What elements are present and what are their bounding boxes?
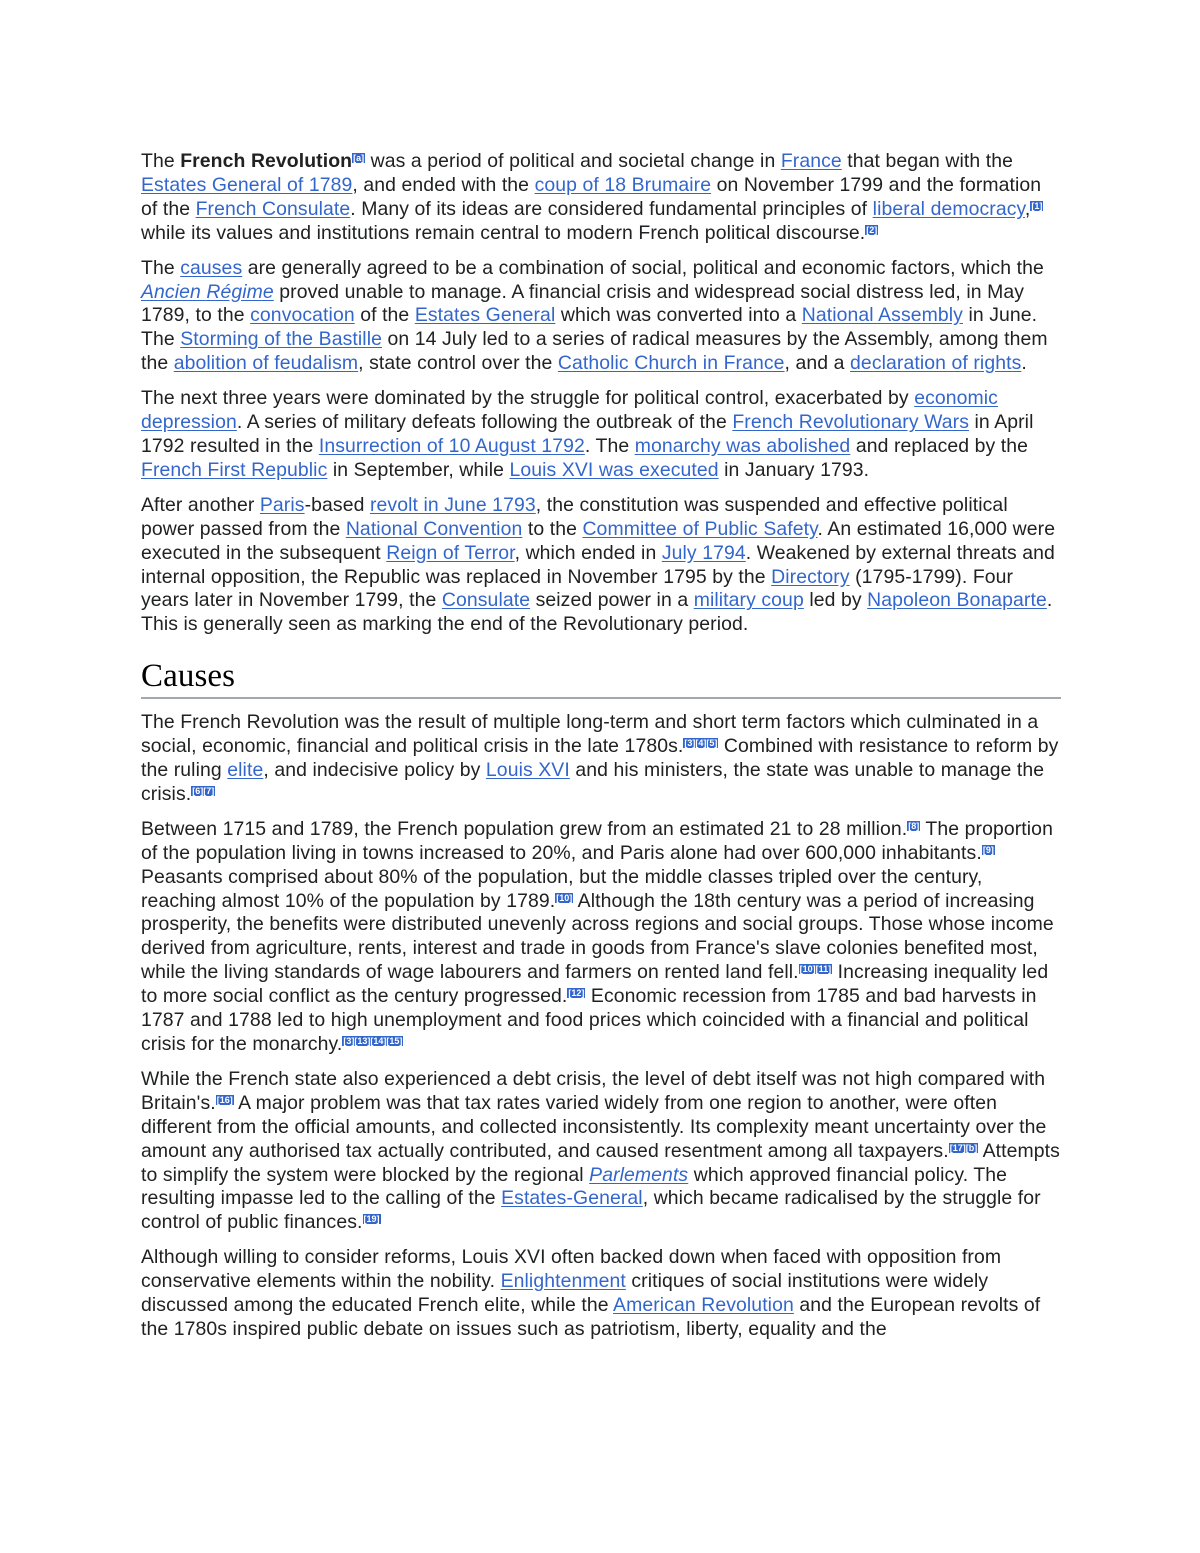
- text: led by: [803, 589, 868, 612]
- text: , and ended with the: [352, 173, 535, 196]
- text: are generally agreed to be a combination of social, political and economic factors, which the: [242, 256, 1044, 279]
- footnote-ref[interactable]: [10][11]: [799, 964, 832, 975]
- link-economic-depression[interactable]: economic depression: [141, 387, 998, 434]
- intro-paragraph-3: [141, 387, 1061, 483]
- text: to the: [522, 517, 583, 540]
- footnote-ref[interactable]: [16]: [216, 1094, 233, 1105]
- text: ,: [1024, 197, 1031, 220]
- text: Economic recession from 1785 and bad harvests in 1787 and 1788 led to high unemployment and food prices which coincided with a financial and political crisis for the monarchy.: [141, 985, 1037, 1055]
- link-insurrection-10-august[interactable]: Insurrection of 10 August 1792: [318, 434, 585, 457]
- text: . This is generally seen as marking the end of the Revolutionary period.: [141, 589, 1053, 636]
- text: proved unable to manage. A financial crisis and widespread social distress led, in May 1789, to the: [141, 280, 1025, 327]
- link-french-revolutionary-wars[interactable]: French Revolutionary Wars: [732, 411, 970, 434]
- link-july-1794[interactable]: July 1794: [661, 541, 746, 564]
- link-louis-xvi-executed[interactable]: Louis XVI was executed: [509, 458, 719, 481]
- text: and replaced by the: [850, 434, 1029, 457]
- article-subject: French Revolution: [180, 150, 353, 172]
- footnote-ref[interactable]: [3][4][5]: [684, 738, 718, 749]
- link-directory[interactable]: Directory: [771, 565, 850, 588]
- link-catholic-church-france[interactable]: Catholic Church in France: [557, 352, 785, 375]
- text: , which became radicalised by the struggle for control of public finances.: [141, 1187, 1041, 1234]
- link-parlements[interactable]: Parlements: [589, 1163, 689, 1186]
- text: . Weakened by external threats and internal opposition, the Republic was replaced in November 1795 by the: [141, 541, 1055, 588]
- text: . Many of its ideas are considered fundamental principles of: [350, 197, 873, 220]
- text: The French Revolution was the result of multiple long-term and short term factors which culminated in a social, economic, financial and political crisis in the late 1780s.: [141, 711, 1039, 758]
- link-france[interactable]: France: [780, 150, 842, 172]
- text: , the constitution was suspended and effective political power passed from the: [141, 493, 1008, 540]
- text: was a period of political and societal change in: [365, 150, 781, 172]
- footnote-ref[interactable]: [12]: [568, 988, 585, 999]
- link-committee-public-safety[interactable]: Committee of Public Safety: [582, 517, 818, 540]
- text: and his ministers, the state was unable to manage the crisis.: [141, 759, 1045, 805]
- footnote-ref[interactable]: [1]: [1031, 200, 1043, 211]
- text: Peasants comprised about 80% of the population, but the middle classes tripled over the century, reaching almost 10% of the population by 1789.: [141, 865, 983, 912]
- link-coup-18-brumaire[interactable]: coup of 18 Brumaire: [534, 173, 712, 196]
- text: which was converted into a: [555, 304, 802, 327]
- text: while its values and institutions remain central to modern French political discourse.: [141, 221, 866, 244]
- text: Attempts to simplify the system were blocked by the regional: [141, 1139, 1060, 1186]
- text: on November 1799 and the formation of the: [141, 173, 1042, 220]
- link-ancien-regime[interactable]: Ancien Régime: [141, 280, 274, 303]
- text: The: [141, 256, 181, 279]
- footnote-ref[interactable]: [17][b]: [949, 1142, 978, 1153]
- link-elite[interactable]: elite: [227, 759, 264, 782]
- text: in January 1793.: [718, 458, 870, 481]
- footnote-ref[interactable]: [6][7]: [192, 785, 215, 796]
- text: , and indecisive policy by: [263, 759, 486, 782]
- link-estates-general-1789[interactable]: Estates General of 1789: [141, 173, 353, 196]
- text: .: [1021, 352, 1027, 375]
- text: critiques of social institutions were widely discussed among the educated French elite, while the: [141, 1270, 989, 1317]
- link-monarchy-abolished[interactable]: monarchy was abolished: [634, 434, 851, 457]
- text: in September, while: [327, 458, 510, 481]
- footnote-ref[interactable]: [a]: [353, 153, 365, 163]
- link-estates-general[interactable]: Estates General: [414, 304, 556, 327]
- link-revolt-june-1793[interactable]: revolt in June 1793: [369, 493, 536, 516]
- text: . The: [584, 434, 635, 457]
- text: (1795-1799). Four years later in November 1799, the: [141, 565, 1014, 612]
- text: on 14 July led to a series of radical measures by the Assembly, among them the: [141, 328, 1048, 375]
- footnote-ref[interactable]: [2]: [866, 224, 878, 235]
- causes-paragraph-4: [141, 1246, 1061, 1342]
- intro-paragraph-4: [141, 494, 1061, 637]
- link-convocation[interactable]: convocation: [250, 304, 355, 327]
- link-napoleon-bonaparte[interactable]: Napoleon Bonaparte: [867, 589, 1047, 612]
- link-paris[interactable]: Paris: [259, 493, 305, 516]
- link-consulate[interactable]: Consulate: [441, 589, 531, 612]
- link-abolition-feudalism[interactable]: abolition of feudalism: [173, 352, 359, 375]
- causes-paragraph-1: [141, 711, 1061, 807]
- text: The: [141, 150, 181, 172]
- link-french-first-republic[interactable]: French First Republic: [141, 458, 328, 481]
- footnote-ref[interactable]: [8]: [908, 820, 920, 831]
- link-enlightenment[interactable]: Enlightenment: [500, 1270, 626, 1293]
- document-page: [141, 150, 1061, 1353]
- link-liberal-democracy[interactable]: liberal democracy: [872, 197, 1025, 220]
- link-national-convention[interactable]: National Convention: [345, 517, 523, 540]
- text: A major problem was that tax rates varied widely from one region to another, were often different from the official amounts, and collected inconsistently. Its complexity meant uncertainty over the amount any authorised tax actually contributed, and caused resentment among all taxpayers.: [141, 1091, 1047, 1162]
- intro-paragraph-1: [141, 150, 1061, 246]
- text: seized power in a: [530, 589, 694, 612]
- text: that began with the: [841, 150, 1014, 172]
- text: Although the 18th century was a period of increasing prosperity, the benefits were distributed unevenly across regions and social groups. Those whose income derived from agriculture, rents, interest and trade in goods from France's slave colonies benefited most, while the living standards of wage labourers and farmers on rented land fell.: [141, 889, 1054, 984]
- link-reign-of-terror[interactable]: Reign of Terror: [386, 541, 515, 564]
- text: of the: [354, 304, 415, 327]
- section-heading-causes: Causes: [141, 657, 1061, 699]
- link-french-consulate[interactable]: French Consulate: [195, 197, 351, 220]
- text: -based: [304, 493, 370, 516]
- causes-paragraph-3: [141, 1068, 1061, 1235]
- text: While the French state also experienced a debt crisis, the level of debt itself was not high compared with Britain's.: [141, 1067, 1046, 1114]
- text: After another: [141, 493, 260, 516]
- text: , and a: [784, 352, 851, 375]
- link-causes[interactable]: causes: [180, 256, 243, 279]
- text: Although willing to consider reforms, Louis XVI often backed down when faced with opposition from conservative elements within the nobility.: [141, 1246, 1002, 1293]
- link-national-assembly[interactable]: National Assembly: [801, 304, 963, 327]
- link-estates-general-2[interactable]: Estates-General: [501, 1187, 643, 1210]
- intro-paragraph-2: [141, 257, 1061, 377]
- text: . A series of military defeats following the outbreak of the: [236, 411, 733, 434]
- text: Between 1715 and 1789, the French population grew from an estimated 21 to 28 million.: [141, 817, 908, 840]
- causes-paragraph-2: [141, 818, 1061, 1057]
- link-storming-bastille[interactable]: Storming of the Bastille: [180, 328, 382, 351]
- text: The proportion of the population living in towns increased to 20%, and Paris alone had over 600,000 inhabitants.: [141, 817, 1053, 864]
- link-military-coup[interactable]: military coup: [693, 589, 804, 612]
- text: in June. The: [141, 304, 1038, 351]
- text: Combined with resistance to reform by the ruling: [141, 735, 1059, 782]
- text: which approved financial policy. The resulting impasse led to the calling of the: [141, 1163, 1008, 1210]
- text: in April 1792 resulted in the: [141, 411, 1034, 457]
- footnote-ref[interactable]: [19]: [363, 1214, 380, 1225]
- link-declaration-of-rights[interactable]: declaration of rights: [850, 352, 1022, 375]
- text: , state control over the: [358, 352, 558, 375]
- link-american-revolution[interactable]: American Revolution: [613, 1294, 794, 1317]
- footnote-ref[interactable]: [3][13][14][15]: [343, 1036, 403, 1046]
- text: . An estimated 16,000 were executed in the subsequent: [141, 517, 1056, 564]
- text: and the European revolts of the 1780s inspired public debate on issues such as patriotism, liberty, equality and the: [141, 1294, 1041, 1340]
- link-louis-xvi[interactable]: Louis XVI: [485, 759, 570, 782]
- footnote-ref[interactable]: [10]: [556, 892, 573, 903]
- text: Increasing inequality led to more social conflict as the century progressed.: [141, 961, 1049, 1008]
- footnote-ref[interactable]: [9]: [982, 844, 994, 855]
- text: The next three years were dominated by the struggle for political control, exacerbated by: [141, 387, 915, 410]
- text: , which ended in: [514, 541, 662, 564]
